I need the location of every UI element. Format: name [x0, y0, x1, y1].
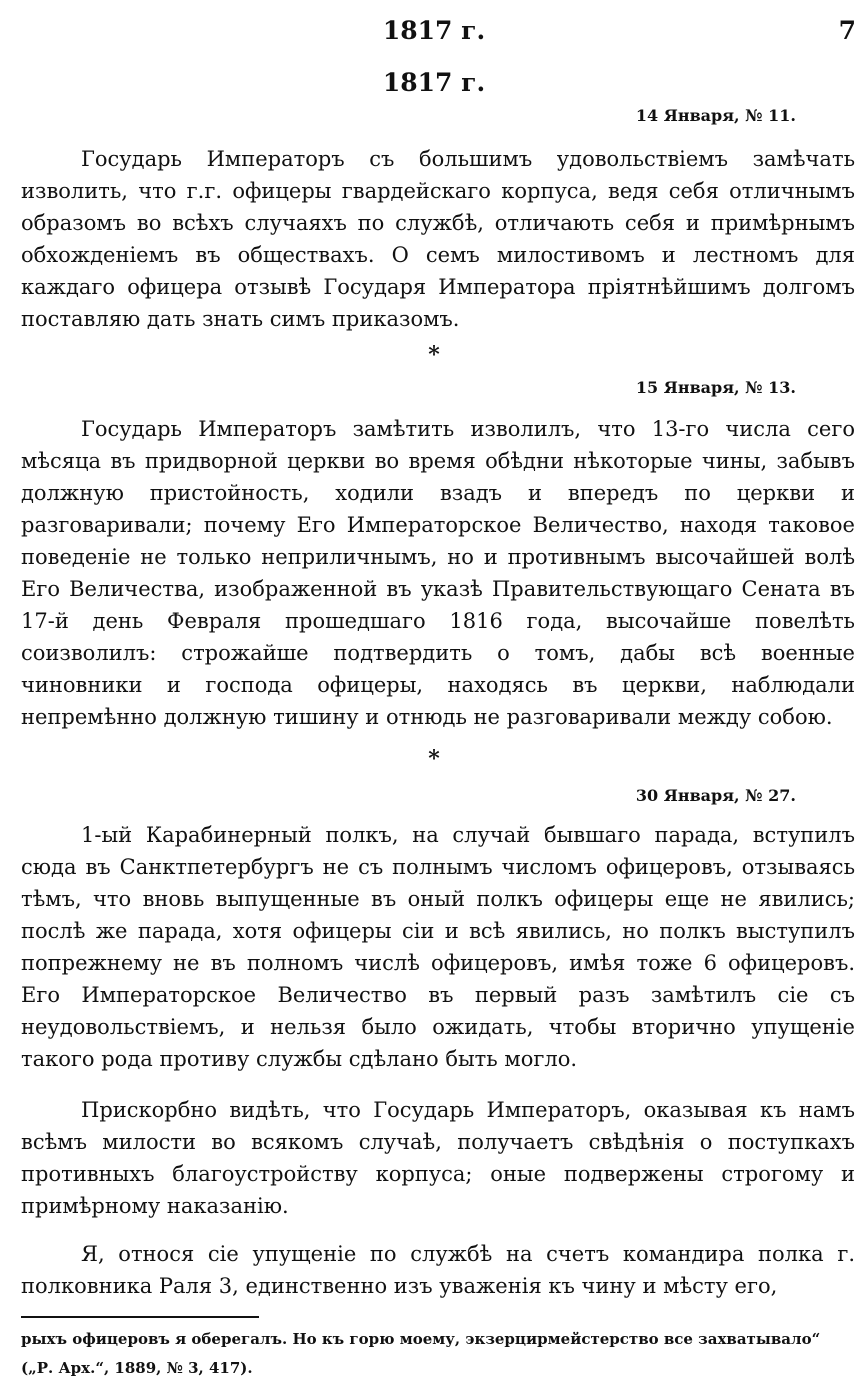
footnote-line: („Р. Арх.“, 1889, № 3, 417). [21, 1359, 253, 1377]
footnote-rule [21, 1316, 259, 1318]
separator-asterisk: * [428, 342, 440, 368]
order-paragraph: Прискорбно видѣть, что Государь Императоръ, оказывая къ намъ всѣмъ милости во всякомъ случаѣ, получаетъ свѣдѣнія о поступкахъ противныхъ благоустройству корпуса; оные подвержены строгому и примѣрному наказанію. [21, 1098, 855, 1218]
section-title: 1817 г. [382, 68, 486, 97]
page-number: 7 [838, 16, 856, 45]
entry-date: 14 Января, № 11. [635, 106, 796, 125]
order-paragraph: Я, относя сіе упущеніе по службѣ на счетъ командира полка г. полковника Раля 3, единственно изъ уваженія къ чину и мѣсту его, [21, 1242, 855, 1298]
footnote-line: рыхъ офицеровъ я оберегалъ. Но къ горю моему, экзерцирмейстерство все захватывало“ [21, 1330, 821, 1348]
order-paragraph: 1-ый Карабинерный полкъ, на случай бывшаго парада, вступилъ сюда въ Санктпетербургъ не съ полнымъ числомъ офицеровъ, отзываясь тѣмъ, что вновь выпущенные въ оный полкъ офицеры еще не явились; послѣ же парада, хотя офицеры сіи и всѣ явились, но полкъ выступилъ попрежнему не въ полномъ числѣ офицеровъ, имѣя тоже 6 офицеровъ. Его Императорское Величество въ первый разъ замѣтилъ сіе съ неудовольствіемъ, и нельзя было ожидать, чтобы вторично упущеніе такого рода противу службы сдѣлано быть могло. [21, 823, 855, 1071]
separator-asterisk: * [428, 746, 440, 772]
order-paragraph: Государь Императоръ съ большимъ удовольствіемъ замѣчать изволить, что г.г. офицеры гвардейскаго корпуса, ведя себя отличнымъ образомъ во всѣхъ случаяхъ по службѣ, отличають себя и примѣрнымъ обхожденіемъ въ обществахъ. О семъ милостивомъ и лестномъ для каждаго офицера отзывѣ Государя Императора пріятнѣйшимъ долгомъ поставляю дать знать симъ приказомъ. [21, 147, 855, 331]
entry-date: 30 Января, № 27. [635, 786, 796, 805]
running-title: 1817 г. [382, 16, 486, 45]
running-head [0, 16, 868, 48]
order-paragraph: Государь Императоръ замѣтить изволилъ, что 13-го числа сего мѣсяца въ придворной церкви во время обѣдни нѣкоторые чины, забывъ должную пристойность, ходили взадъ и впередъ по церкви и разговаривали; почему Его Императорское Величество, находя таковое поведеніе не только неприличнымъ, но и противнымъ высочайшей волѣ Его Величества, изображенной въ указѣ Правительствующаго Сената въ 17-й день Февраля прошедшаго 1816 года, высочайше повелѣть соизволилъ: строжайше подтвердить о томъ, дабы всѣ военные чиновники и господа офицеры, находясь въ церкви, наблюдали непремѣнно должную тишину и отнюдь не разговаривали между собою. [21, 417, 855, 729]
footnote [21, 1325, 855, 1383]
entry-date: 15 Января, № 13. [635, 378, 796, 397]
